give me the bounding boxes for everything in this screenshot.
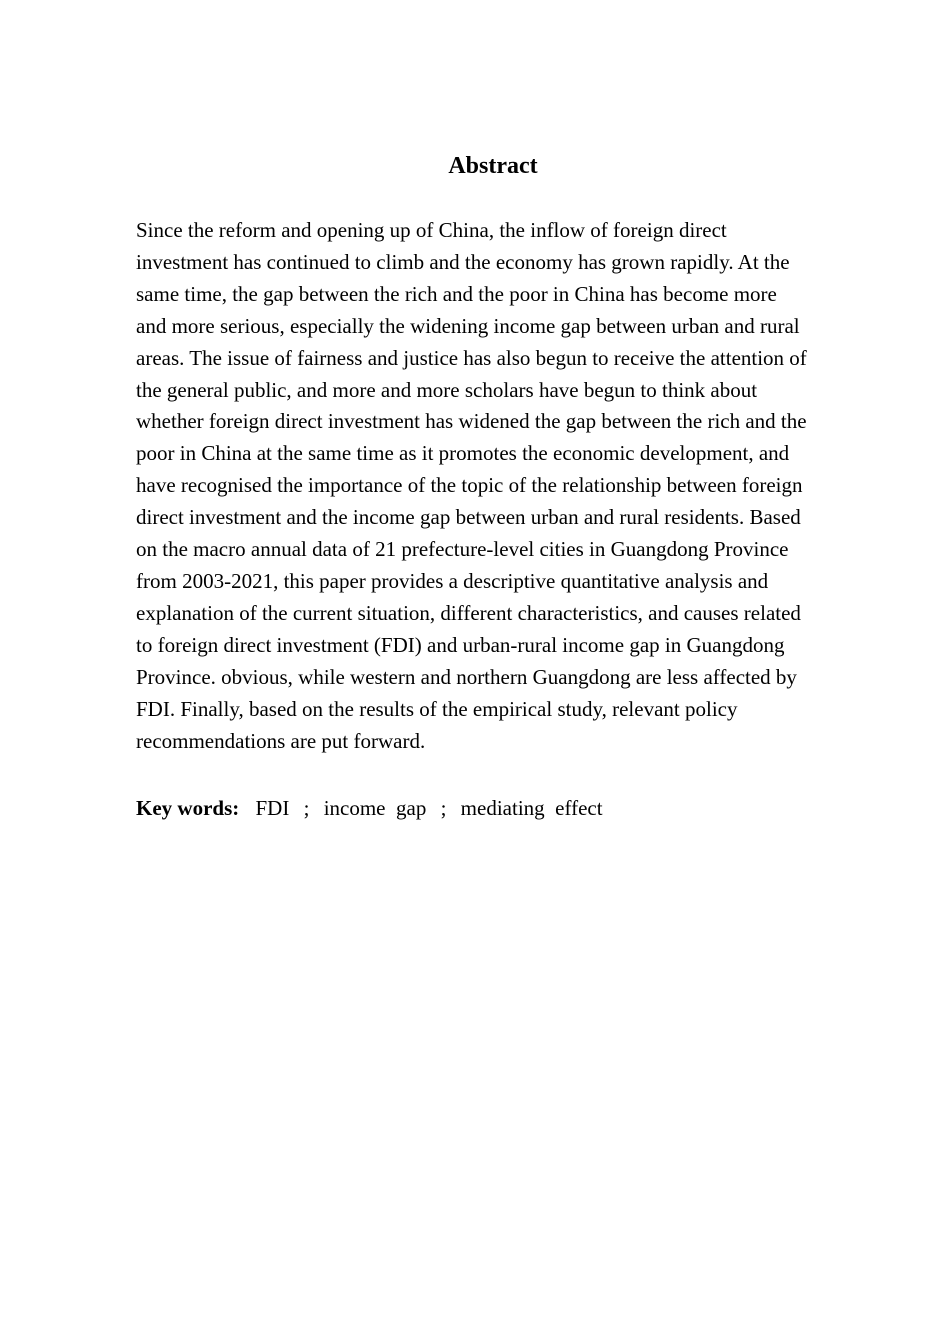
keyword-separator: ;: [440, 796, 447, 820]
abstract-line: and more serious, especially the widening income gap between urban and rural: [136, 313, 800, 338]
abstract-line: from 2003-2021, this paper provides a descriptive quantitative analysis and: [136, 568, 769, 593]
abstract-line: whether foreign direct investment has widened the gap between the rich and the: [136, 409, 807, 434]
abstract-line: have recognised the importance of the topic of the relationship between foreign: [136, 473, 803, 498]
abstract-line: Province. obvious, while western and northern Guangdong are less affected by: [136, 664, 797, 689]
abstract-line: the general public, and more and more scholars have begun to think about: [136, 377, 758, 402]
keyword-item: mediating effect: [460, 796, 603, 820]
keyword-item: income gap: [323, 796, 427, 820]
abstract-line: areas. The issue of fairness and justice has also begun to receive the attention of: [136, 345, 807, 370]
abstract-line: same time, the gap between the rich and the poor in China has become more: [136, 281, 777, 306]
abstract-line: on the macro annual data of 21 prefecture-level cities in Guangdong Province: [136, 537, 789, 562]
abstract-line: FDI. Finally, based on the results of the empirical study, relevant policy: [136, 696, 738, 721]
abstract-line: to foreign direct investment (FDI) and urban-rural income gap in Guangdong: [136, 632, 785, 657]
abstract-body: [136, 215, 854, 757]
abstract-line: recommendations are put forward.: [136, 728, 426, 753]
abstract-line: investment has continued to climb and the economy has grown rapidly. At the: [136, 249, 790, 274]
abstract-line: poor in China at the same time as it promotes the economic development, and: [136, 441, 790, 466]
abstract-line: explanation of the current situation, different characteristics, and causes related: [136, 600, 801, 625]
abstract-line: direct investment and the income gap between urban and rural residents. Based: [136, 505, 801, 530]
abstract-line: Since the reform and opening up of China, the inflow of foreign direct: [136, 218, 727, 242]
keyword-item: FDI: [255, 796, 290, 820]
keywords-line: [136, 792, 603, 824]
keyword-separator: ;: [303, 796, 310, 820]
abstract-title: Abstract: [448, 153, 538, 179]
keywords-label: Key words:: [136, 796, 240, 820]
